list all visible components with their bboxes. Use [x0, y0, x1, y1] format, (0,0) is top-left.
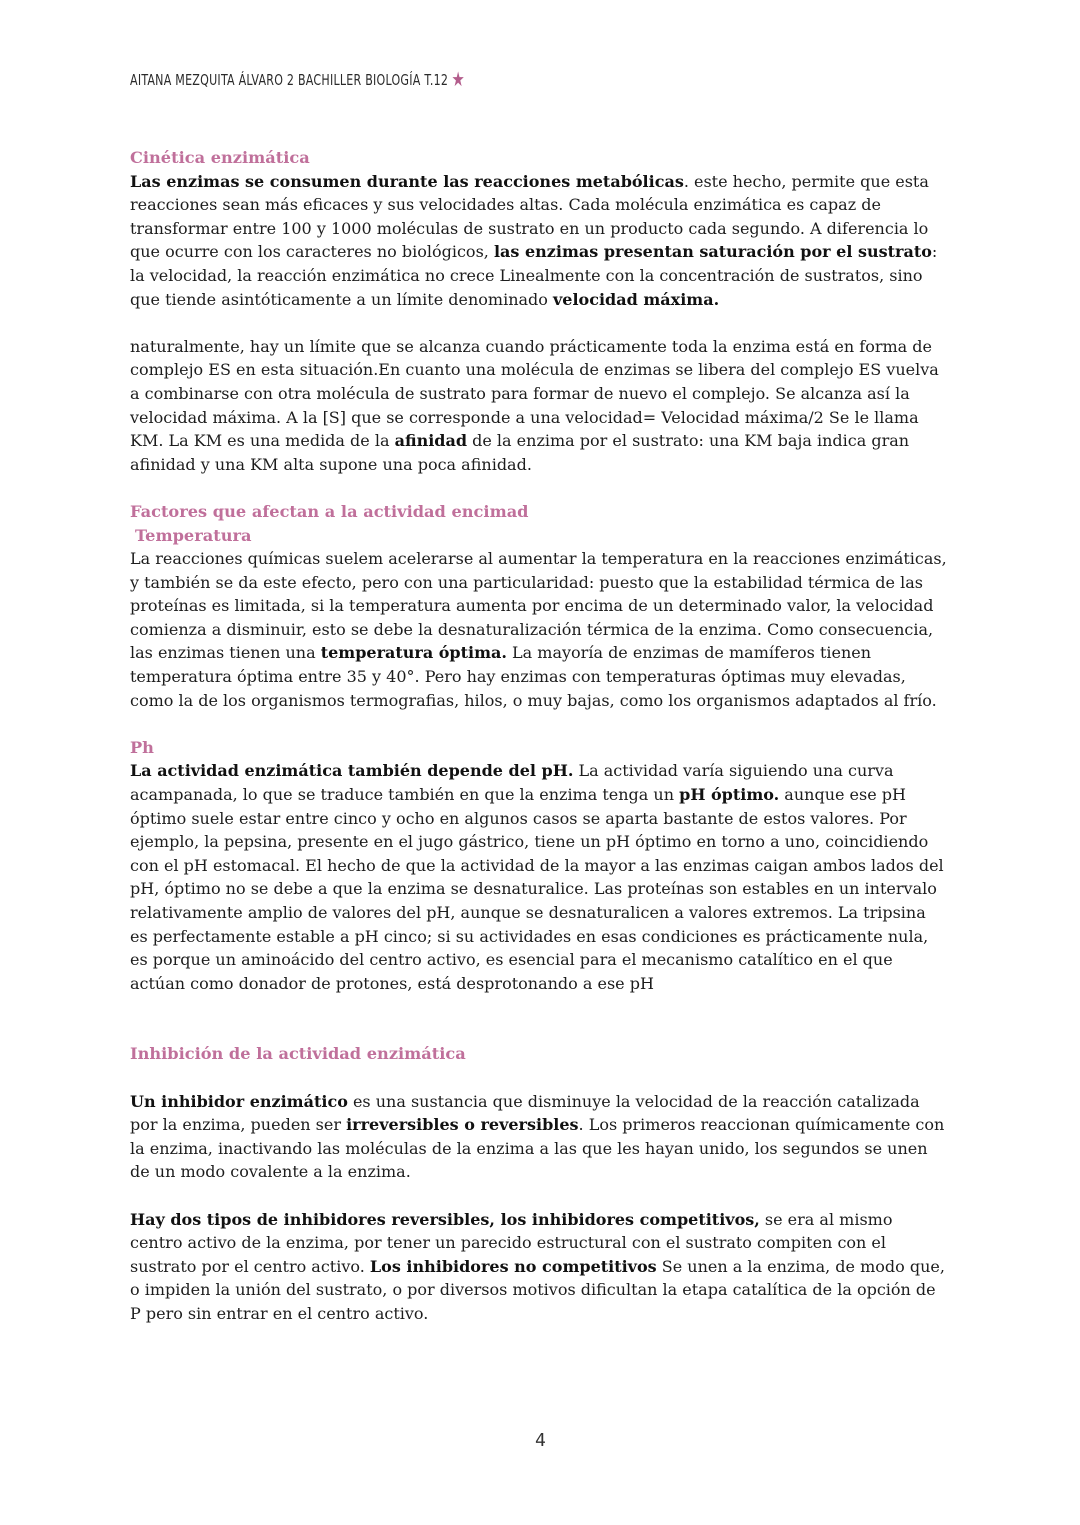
text: naturalmente, hay un límite que se alcanza cuando prácticamente toda la enzima está en forma de complejo ES en esta situación.En cuanto una molécula de enzimas se libera del complejo ES vuelva a combinarse con otra molécula de sustrato para formar de nuevo el complejo. Se alcanza así la velocidad máxima. A la [S] que se corresponde a una velocidad= Velocidad máxima/2 Se le llama KM. La KM es una medida de la	[130, 336, 939, 451]
text: de la enzima por el sustrato: una KM baja indica gran afinidad y una KM alta supone una poca afinidad.	[130, 431, 910, 474]
bold-text: Hay dos tipos de inhibidores reversibles, los inhibidores competitivos,	[130, 1209, 760, 1229]
paragraph-cinetica-1	[130, 170, 948, 312]
bold-text: La actividad enzimática también depende del pH.	[130, 761, 574, 781]
paragraph-ph	[130, 759, 948, 995]
heading-inhibicion: Inhibición de la actividad enzimática	[130, 1044, 466, 1064]
bold-text: Un inhibidor enzimático	[130, 1091, 348, 1111]
paragraph-temperatura	[130, 547, 948, 712]
paragraph-cinetica-2	[130, 335, 948, 477]
text: La reacciones químicas suelem acelerarse al aumentar la temperatura en la reacciones enzimáticas, y también se da este efecto, pero con una particularidad: puesto que la estabilidad térmica de las proteínas es limitada, si la temperatura aumenta por encima de un determinado valor, la velocidad comienza a disminuir, esto se debe la desnaturalización térmica de la enzima. Como consecuencia, las enzimas tienen una	[130, 549, 947, 663]
bold-text: temperatura óptima.	[320, 643, 507, 663]
bold-text: Los inhibidores no competitivos	[369, 1256, 657, 1276]
text: La mayoría de enzimas de mamíferos tienen temperatura óptima entre 35 y 40°. Pero hay enzimas con temperaturas óptimas muy elevadas, como la de los organismos termografias, hilos, o muy bajas, como los organismos adaptados al frío.	[130, 643, 937, 710]
bold-text: pH óptimo.	[679, 785, 780, 805]
text: Se unen a la enzima, de modo que, o impiden la unión del sustrato, o por diversos motivos dificultan la etapa catalítica de la opción de P pero sin entrar en el centro activo.	[130, 1256, 945, 1323]
bold-text: irreversibles o reversibles	[346, 1115, 579, 1135]
paragraph-inhibicion-1	[130, 1090, 948, 1184]
bold-text: velocidad máxima.	[553, 289, 720, 309]
header-text: AITANA MEZQUITA ÁLVARO 2 BACHILLER BIOLOGÍA T.12	[130, 71, 449, 89]
bold-text: afinidad	[394, 431, 468, 451]
bold-text: Las enzimas se consumen durante las reacciones metabólicas	[130, 171, 684, 191]
star-icon: ★	[451, 67, 465, 91]
text: La actividad varía siguiendo una curva acampanada, lo que se traduce también en que la enzima tenga un	[130, 761, 894, 805]
text: se era al mismo centro activo de la enzima, por tener un parecido estructural con el sustrato compiten con el sustrato por el centro activo.	[130, 1209, 893, 1276]
page-number: 4	[535, 1430, 546, 1451]
text: es una sustancia que disminuye la velocidad de la reacción catalizada por la enzima, pueden ser	[130, 1091, 920, 1135]
bold-text: las enzimas presentan saturación por el sustrato	[493, 242, 932, 262]
heading-cinetica: Cinética enzimática	[130, 148, 310, 167]
heading-factores: Factores que afectan a la actividad encimad	[130, 501, 529, 521]
document-body	[130, 146, 948, 1326]
text: aunque ese pH óptimo suele estar entre cinco y ocho en algunos casos se aparta bastante de estos valores. Por ejemplo, la pepsina, presente en el jugo gástrico, tiene un pH óptimo en torno a uno, coincidiendo con el pH estomacal. El hecho de que la actividad de la mayor a las enzimas caigan ambos lados del pH, óptimo no se debe a que la enzima se desnaturalice. Las proteínas son estables en un intervalo relativamente amplio de valores del pH, aunque se desnaturalicen a valores extremos. La tripsina es perfectamente estable a pH cinco; si su actividades en esas condiciones es prácticamente nula, es porque un aminoácido del centro activo, es esencial para el mecanismo catalítico en el que actúan como donador de protones, está desprotonando a ese pH	[130, 785, 944, 993]
text: : la velocidad, la reacción enzimática no crece Linealmente con la concentración de sustratos, sino que tiende asintóticamente a un límite denominado	[130, 242, 938, 309]
subheading-temperatura: Temperatura	[135, 525, 252, 545]
text: . Los primeros reaccionan químicamente con la enzima, inactivando las moléculas de la enzima a las que les hayan unido, los segundos se unen de un modo covalente a la enzima.	[130, 1115, 945, 1182]
paragraph-inhibicion-2	[130, 1208, 948, 1326]
page-header	[130, 66, 465, 90]
heading-ph: Ph	[130, 737, 154, 757]
text: . este hecho, permite que esta reacciones sean más eficaces y sus velocidades altas. Cada molécula enzimática es capaz de transformar entre 100 y 1000 moléculas de sustrato en un producto cada segundo. A diferencia lo que ocurre con los caracteres no biológicos,	[130, 171, 929, 262]
